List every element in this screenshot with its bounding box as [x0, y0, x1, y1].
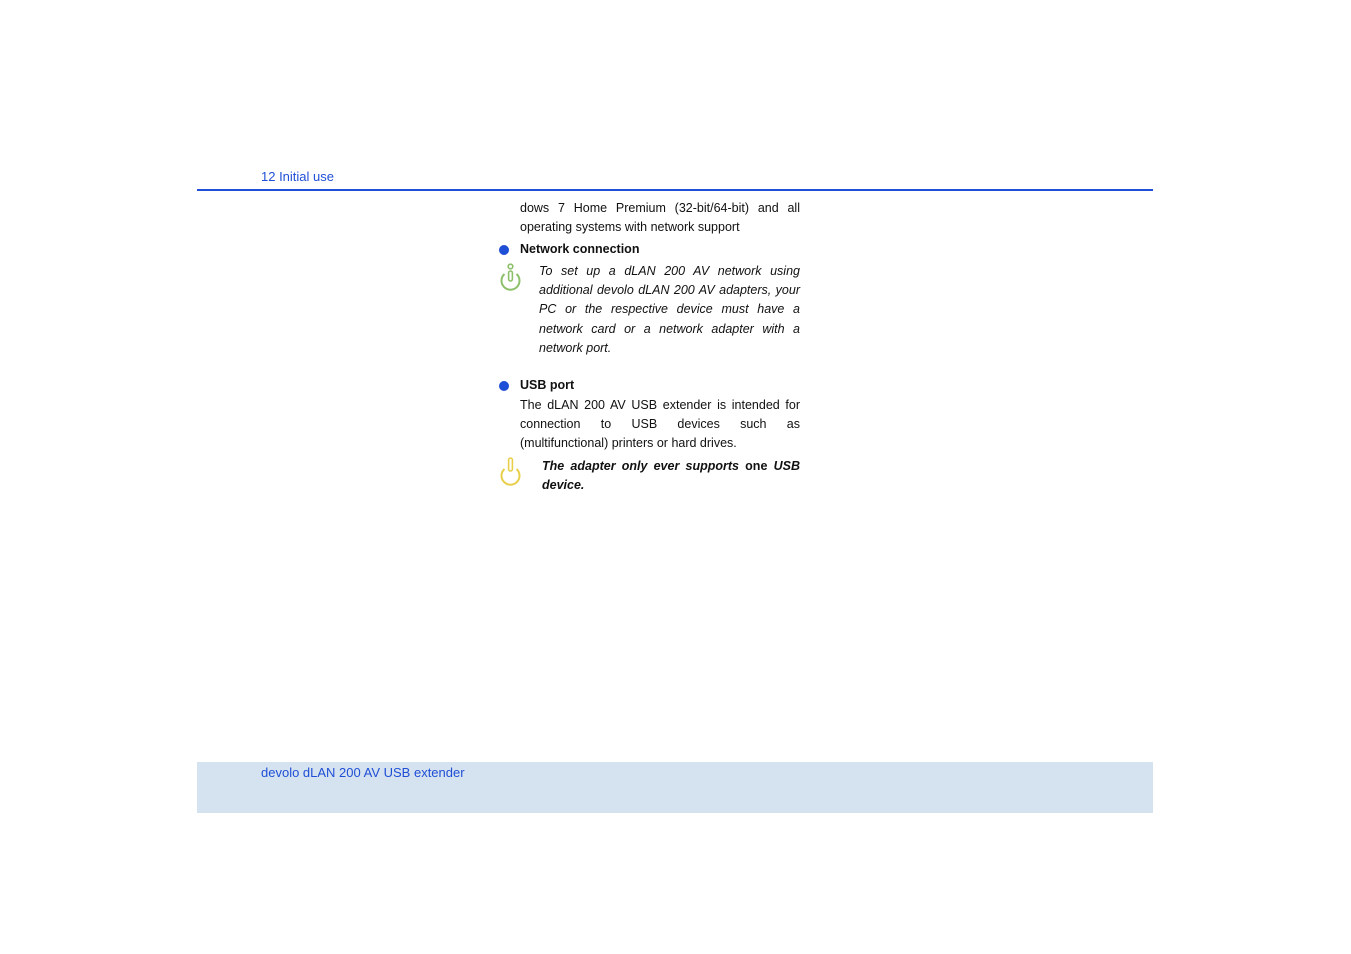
bullet-dot	[499, 381, 509, 391]
network-note	[498, 262, 800, 358]
caution-icon	[498, 457, 524, 489]
bullet-network-connection	[498, 240, 800, 259]
bullet-dot	[499, 245, 509, 255]
usb-note-text	[542, 457, 800, 496]
usb-note-part1: The adapter only ever supports	[542, 458, 739, 473]
continuation-paragraph: dows 7 Home Premium (32-bit/64-bit) and all operating systems with network support	[520, 201, 800, 235]
network-heading: Network connection	[520, 241, 640, 256]
info-icon	[498, 262, 524, 294]
header-rule	[197, 189, 1153, 191]
spacer	[498, 358, 800, 374]
page-header-title: 12 Initial use	[261, 169, 334, 184]
usb-heading: USB port	[520, 378, 575, 393]
main-column	[498, 199, 800, 495]
footer-product-name: devolo dLAN 200 AV USB extender	[261, 765, 465, 780]
usb-note-emphasis: one	[745, 458, 768, 473]
usb-note-part2: USB device.	[542, 458, 800, 492]
bullet-usb-port	[498, 376, 800, 395]
usb-body: The dLAN 200 AV USB extender is intended for connection to USB devices such as (multifunctional) printers or hard drives.	[520, 397, 800, 451]
usb-note	[498, 457, 800, 496]
network-note-text: To set up a dLAN 200 AV network using additional devolo dLAN 200 AV adapters, your PC or the respective device must have a network card or a network adapter with a network port.	[539, 263, 800, 356]
